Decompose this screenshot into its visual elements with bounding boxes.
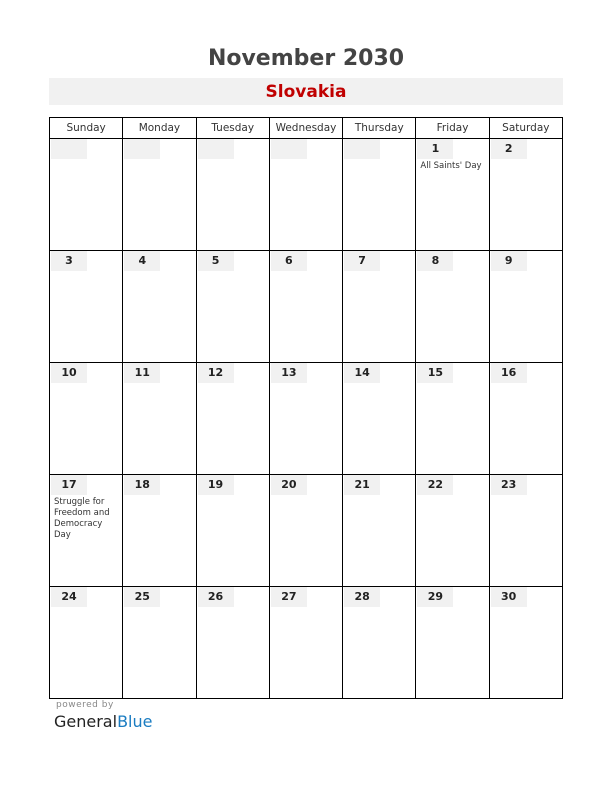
day-cell[interactable] xyxy=(50,363,123,475)
day-cell[interactable] xyxy=(416,587,489,699)
day-cell[interactable] xyxy=(343,587,416,699)
day-number xyxy=(344,139,380,159)
day-cell[interactable] xyxy=(50,587,123,699)
week-row xyxy=(50,587,563,699)
day-cell[interactable] xyxy=(123,251,196,363)
country-banner xyxy=(49,78,563,105)
day-number: 13 xyxy=(271,363,307,383)
day-number: 20 xyxy=(271,475,307,495)
day-number: 12 xyxy=(198,363,234,383)
day-number: 6 xyxy=(271,251,307,271)
day-cell[interactable] xyxy=(196,363,269,475)
day-number: 8 xyxy=(417,251,453,271)
day-cell[interactable] xyxy=(489,251,562,363)
day-cell[interactable] xyxy=(123,475,196,587)
day-number: 17 xyxy=(51,475,87,495)
day-cell[interactable] xyxy=(269,139,342,251)
day-cell[interactable] xyxy=(196,475,269,587)
day-number: 21 xyxy=(344,475,380,495)
day-cell[interactable] xyxy=(123,587,196,699)
day-number: 29 xyxy=(417,587,453,607)
day-number xyxy=(271,139,307,159)
calendar-grid xyxy=(49,117,563,699)
day-number xyxy=(124,139,160,159)
day-cell[interactable] xyxy=(416,251,489,363)
day-cell[interactable] xyxy=(123,363,196,475)
day-number: 28 xyxy=(344,587,380,607)
day-cell[interactable] xyxy=(343,251,416,363)
day-number: 25 xyxy=(124,587,160,607)
day-number: 23 xyxy=(491,475,527,495)
week-row xyxy=(50,363,563,475)
day-cell[interactable] xyxy=(343,139,416,251)
day-cell[interactable] xyxy=(416,475,489,587)
day-cell[interactable] xyxy=(196,139,269,251)
day-number: 10 xyxy=(51,363,87,383)
day-cell[interactable] xyxy=(416,363,489,475)
day-number: 16 xyxy=(491,363,527,383)
weekday-thursday: Thursday xyxy=(343,118,416,139)
day-number: 19 xyxy=(198,475,234,495)
weekday-wednesday: Wednesday xyxy=(269,118,342,139)
brand-general: General xyxy=(54,712,118,731)
day-cell[interactable] xyxy=(416,139,489,251)
day-number: 27 xyxy=(271,587,307,607)
day-number: 9 xyxy=(491,251,527,271)
country-name: Slovakia xyxy=(265,82,347,102)
day-number: 22 xyxy=(417,475,453,495)
day-cell[interactable] xyxy=(489,587,562,699)
day-number xyxy=(198,139,234,159)
day-cell[interactable] xyxy=(196,587,269,699)
day-number: 5 xyxy=(198,251,234,271)
day-number: 30 xyxy=(491,587,527,607)
day-number: 7 xyxy=(344,251,380,271)
week-row xyxy=(50,475,563,587)
day-number: 18 xyxy=(124,475,160,495)
day-cell[interactable] xyxy=(50,139,123,251)
day-cell[interactable] xyxy=(489,363,562,475)
day-number: 11 xyxy=(124,363,160,383)
day-number: 4 xyxy=(124,251,160,271)
day-cell[interactable] xyxy=(343,475,416,587)
page-title: November 2030 xyxy=(207,46,405,71)
day-number: 26 xyxy=(198,587,234,607)
day-cell[interactable] xyxy=(269,587,342,699)
day-cell[interactable] xyxy=(489,139,562,251)
day-cell[interactable] xyxy=(269,251,342,363)
weekday-saturday: Saturday xyxy=(489,118,562,139)
day-cell[interactable] xyxy=(269,475,342,587)
day-number: 3 xyxy=(51,251,87,271)
weekday-monday: Monday xyxy=(123,118,196,139)
day-cell[interactable] xyxy=(123,139,196,251)
generalblue-logo[interactable] xyxy=(54,712,152,731)
brand-blue: Blue xyxy=(117,712,153,731)
day-number: 1 xyxy=(417,139,453,159)
day-cell[interactable] xyxy=(50,251,123,363)
holiday-label: All Saints' Day xyxy=(420,161,482,171)
day-cell[interactable] xyxy=(50,475,123,587)
holiday-label: Struggle for Freedom and Democracy Day xyxy=(54,497,110,540)
week-row xyxy=(50,251,563,363)
day-number: 2 xyxy=(491,139,527,159)
weekday-tuesday: Tuesday xyxy=(196,118,269,139)
day-cell[interactable] xyxy=(269,363,342,475)
week-row xyxy=(50,139,563,251)
weekday-header-row xyxy=(50,118,563,139)
day-number xyxy=(51,139,87,159)
day-number: 15 xyxy=(417,363,453,383)
day-number: 24 xyxy=(51,587,87,607)
day-cell[interactable] xyxy=(343,363,416,475)
day-cell[interactable] xyxy=(489,475,562,587)
day-number: 14 xyxy=(344,363,380,383)
day-cell[interactable] xyxy=(196,251,269,363)
powered-by-label: powered by xyxy=(56,700,114,710)
weekday-sunday: Sunday xyxy=(50,118,123,139)
weekday-friday: Friday xyxy=(416,118,489,139)
